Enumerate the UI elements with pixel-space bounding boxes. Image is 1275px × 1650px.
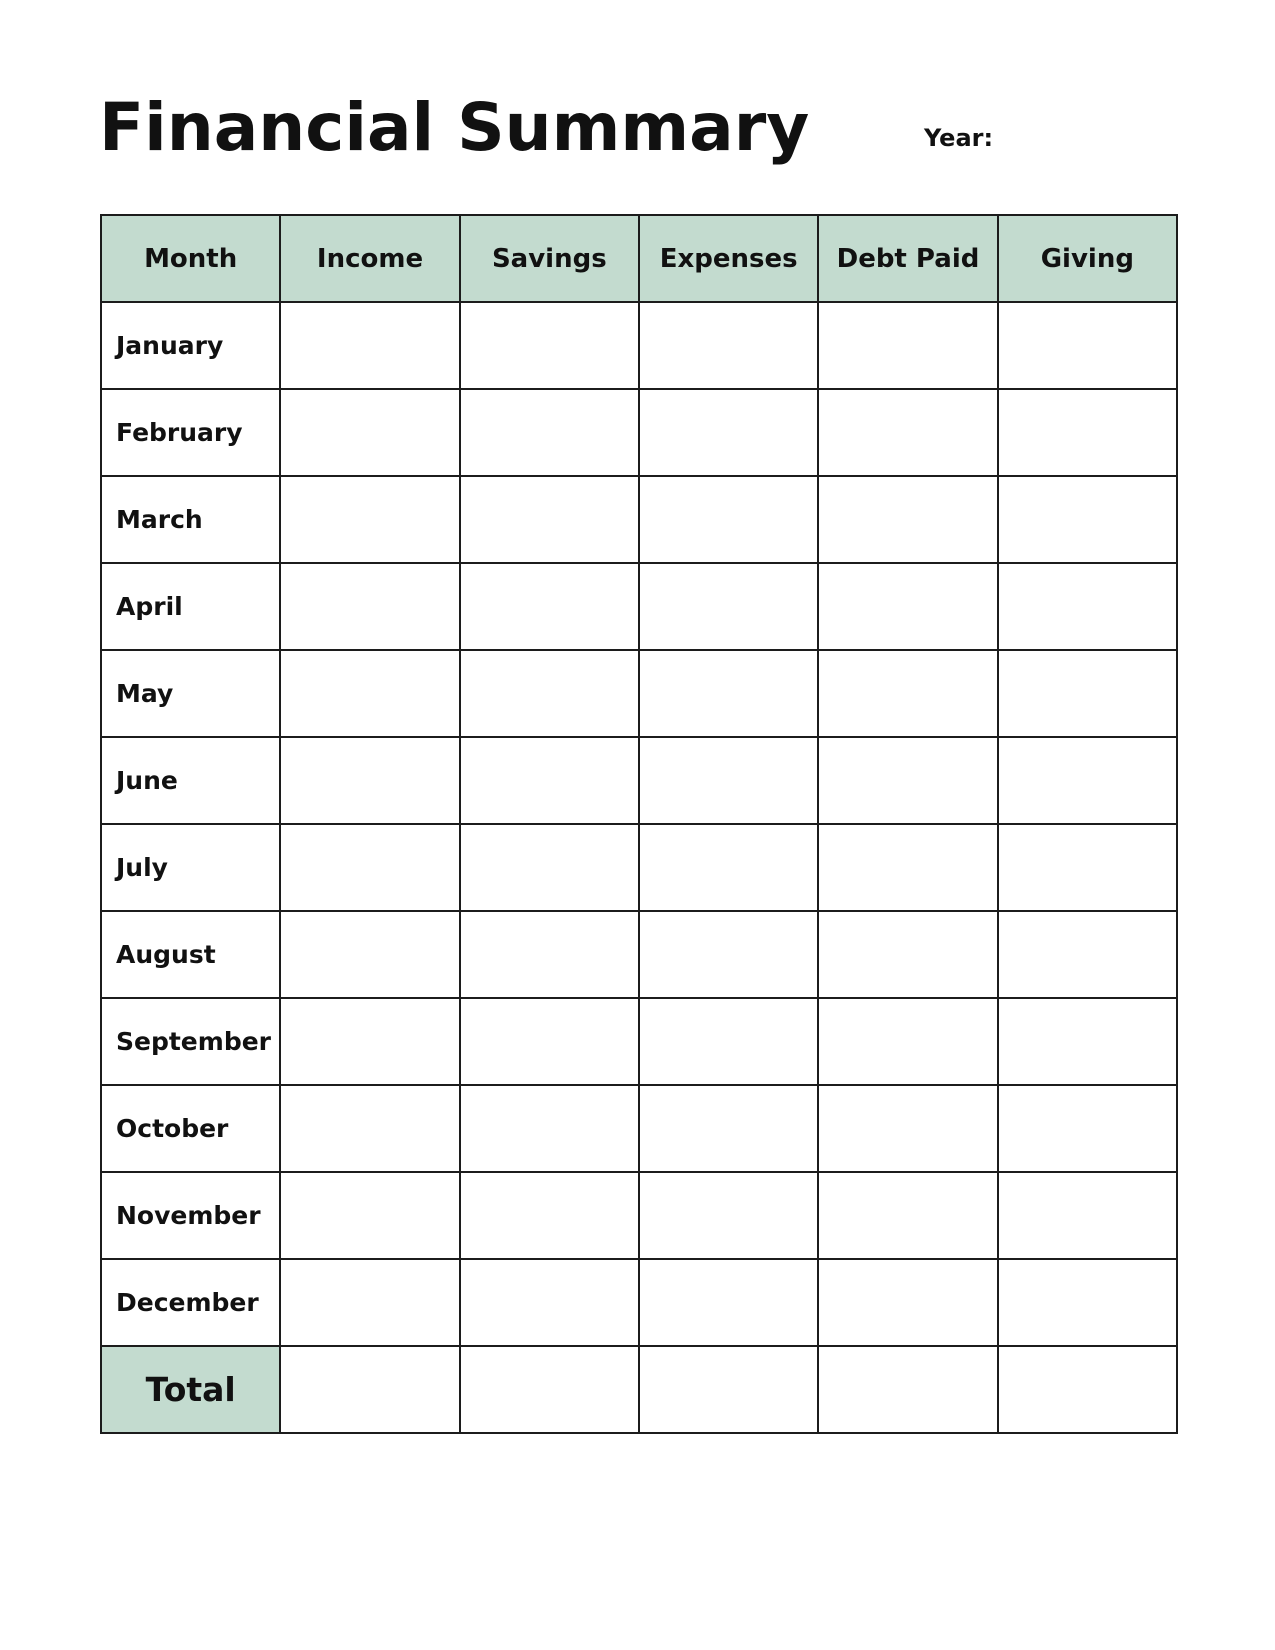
total-label: Total: [101, 1346, 280, 1433]
giving-cell[interactable]: [998, 650, 1177, 737]
giving-cell[interactable]: [998, 1346, 1177, 1433]
month-row: [101, 563, 1177, 650]
savings-cell[interactable]: [460, 1259, 639, 1346]
debt-paid-cell[interactable]: [818, 737, 997, 824]
header-debt-paid: Debt Paid: [818, 215, 997, 302]
expenses-cell[interactable]: [639, 998, 818, 1085]
giving-cell[interactable]: [998, 563, 1177, 650]
expenses-cell[interactable]: [639, 650, 818, 737]
expenses-cell[interactable]: [639, 737, 818, 824]
month-label: August: [101, 911, 280, 998]
debt-paid-cell[interactable]: [818, 389, 997, 476]
table-body: [101, 302, 1177, 1433]
month-label: June: [101, 737, 280, 824]
savings-cell[interactable]: [460, 911, 639, 998]
giving-cell[interactable]: [998, 1085, 1177, 1172]
total-row: [101, 1346, 1177, 1433]
header-giving: Giving: [998, 215, 1177, 302]
savings-cell[interactable]: [460, 563, 639, 650]
income-cell[interactable]: [280, 1085, 459, 1172]
month-row: [101, 389, 1177, 476]
income-cell[interactable]: [280, 1172, 459, 1259]
savings-cell[interactable]: [460, 998, 639, 1085]
debt-paid-cell[interactable]: [818, 302, 997, 389]
debt-paid-cell[interactable]: [818, 563, 997, 650]
savings-cell[interactable]: [460, 1346, 639, 1433]
debt-paid-cell[interactable]: [818, 911, 997, 998]
savings-cell[interactable]: [460, 476, 639, 563]
expenses-cell[interactable]: [639, 302, 818, 389]
month-label: December: [101, 1259, 280, 1346]
income-cell[interactable]: [280, 911, 459, 998]
debt-paid-cell[interactable]: [818, 650, 997, 737]
month-label: July: [101, 824, 280, 911]
savings-cell[interactable]: [460, 1085, 639, 1172]
month-label: April: [101, 563, 280, 650]
month-label: January: [101, 302, 280, 389]
month-row: [101, 911, 1177, 998]
header-expenses: Expenses: [639, 215, 818, 302]
month-row: [101, 737, 1177, 824]
income-cell[interactable]: [280, 650, 459, 737]
month-row: [101, 1085, 1177, 1172]
income-cell[interactable]: [280, 737, 459, 824]
expenses-cell[interactable]: [639, 1259, 818, 1346]
giving-cell[interactable]: [998, 1172, 1177, 1259]
savings-cell[interactable]: [460, 389, 639, 476]
header-income: Income: [280, 215, 459, 302]
debt-paid-cell[interactable]: [818, 824, 997, 911]
giving-cell[interactable]: [998, 998, 1177, 1085]
giving-cell[interactable]: [998, 911, 1177, 998]
income-cell[interactable]: [280, 824, 459, 911]
expenses-cell[interactable]: [639, 476, 818, 563]
savings-cell[interactable]: [460, 1172, 639, 1259]
debt-paid-cell[interactable]: [818, 476, 997, 563]
month-label: March: [101, 476, 280, 563]
debt-paid-cell[interactable]: [818, 1085, 997, 1172]
debt-paid-cell[interactable]: [818, 1259, 997, 1346]
month-row: [101, 1259, 1177, 1346]
income-cell[interactable]: [280, 1259, 459, 1346]
expenses-cell[interactable]: [639, 1346, 818, 1433]
header-savings: Savings: [460, 215, 639, 302]
income-cell[interactable]: [280, 563, 459, 650]
expenses-cell[interactable]: [639, 563, 818, 650]
income-cell[interactable]: [280, 1346, 459, 1433]
header-row: [101, 215, 1177, 302]
page-title: Financial Summary: [99, 89, 810, 166]
month-row: [101, 1172, 1177, 1259]
debt-paid-cell[interactable]: [818, 998, 997, 1085]
income-cell[interactable]: [280, 389, 459, 476]
giving-cell[interactable]: [998, 476, 1177, 563]
month-row: [101, 998, 1177, 1085]
month-label: September: [101, 998, 280, 1085]
expenses-cell[interactable]: [639, 389, 818, 476]
savings-cell[interactable]: [460, 824, 639, 911]
income-cell[interactable]: [280, 998, 459, 1085]
giving-cell[interactable]: [998, 302, 1177, 389]
header-month: Month: [101, 215, 280, 302]
savings-cell[interactable]: [460, 650, 639, 737]
financial-summary-table: [100, 214, 1178, 1434]
month-label: February: [101, 389, 280, 476]
year-label: Year:: [924, 124, 994, 152]
expenses-cell[interactable]: [639, 1172, 818, 1259]
debt-paid-cell[interactable]: [818, 1172, 997, 1259]
income-cell[interactable]: [280, 302, 459, 389]
month-label: May: [101, 650, 280, 737]
month-row: [101, 824, 1177, 911]
income-cell[interactable]: [280, 476, 459, 563]
month-row: [101, 302, 1177, 389]
giving-cell[interactable]: [998, 737, 1177, 824]
expenses-cell[interactable]: [639, 911, 818, 998]
month-label: November: [101, 1172, 280, 1259]
savings-cell[interactable]: [460, 737, 639, 824]
expenses-cell[interactable]: [639, 1085, 818, 1172]
giving-cell[interactable]: [998, 824, 1177, 911]
giving-cell[interactable]: [998, 389, 1177, 476]
giving-cell[interactable]: [998, 1259, 1177, 1346]
savings-cell[interactable]: [460, 302, 639, 389]
expenses-cell[interactable]: [639, 824, 818, 911]
month-label: October: [101, 1085, 280, 1172]
debt-paid-cell[interactable]: [818, 1346, 997, 1433]
month-row: [101, 650, 1177, 737]
month-row: [101, 476, 1177, 563]
